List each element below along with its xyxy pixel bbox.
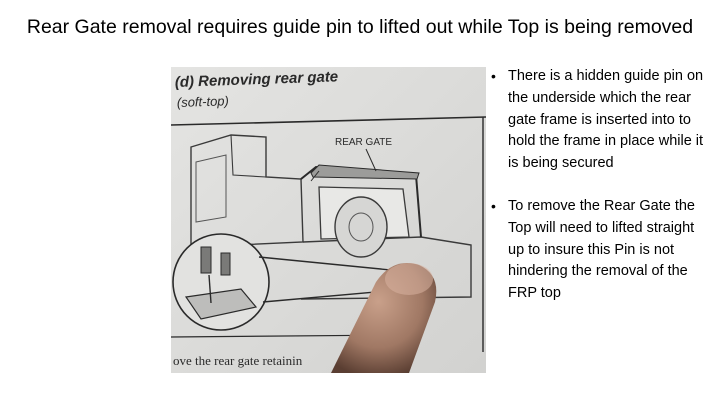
figure-heading: (d) Removing rear gate [174,68,339,91]
bullet-marker: • [491,197,496,214]
bullet-item [489,66,709,175]
figure-caption-fragment: ove the rear gate retainin [173,353,303,368]
bullet-marker: • [491,68,496,84]
bullet-item [489,196,709,305]
figure-subheading: (soft-top) [176,93,230,110]
manual-page-photo [171,67,486,373]
bullet-text: To remove the Rear Gate the Top will need to lifted straight up to insure this Pin is not hindering the removal of the FRP top [508,197,695,302]
bullet-text: There is a hidden guide pin on the underside which the rear gate frame is inserted into to hold the frame in place while it is being secured [508,68,704,172]
slide-title: Rear Gate removal requires guide pin to lifted out while Top is being removed [26,16,694,38]
bullet-list [489,66,709,305]
rear-gate-callout: REAR GATE [335,137,393,148]
